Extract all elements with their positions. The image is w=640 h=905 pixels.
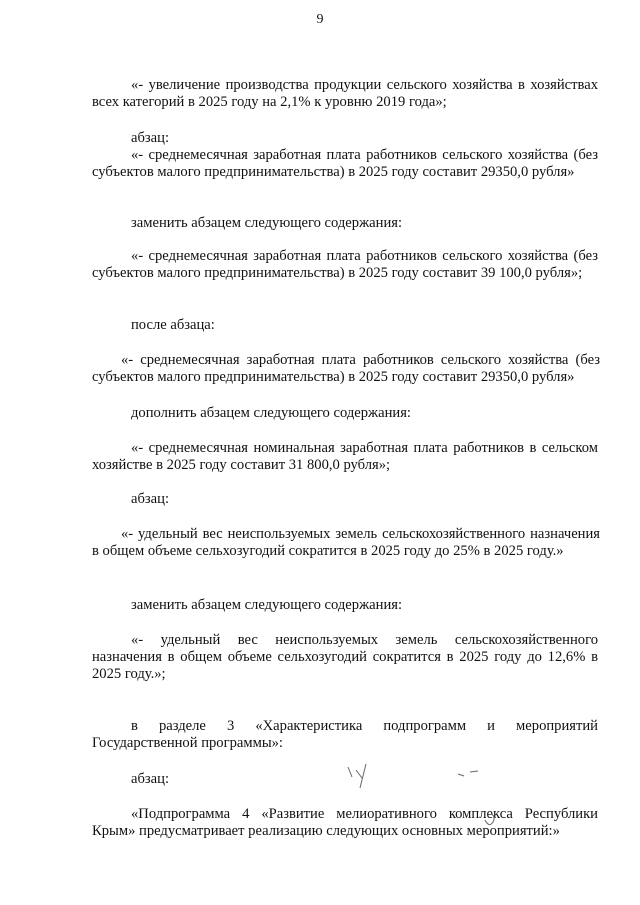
page-number: 9 xyxy=(316,12,324,27)
paragraph-section-3: в разделе 3 «Характеристика подпрограмм и мероприятий Государственной программы»: xyxy=(92,718,598,751)
paragraph-old-salary: «- среднемесячная заработная плата работников сельского хозяйства (без субъектов малого предпринимательства) в 2025 году составит 29350,0 рубля» xyxy=(92,147,598,180)
label-replace-2: заменить абзацем следующего содержания: xyxy=(131,597,403,613)
label-supplement: дополнить абзацем следующего содержания: xyxy=(131,405,411,421)
paragraph-production-growth: «- увеличение производства продукции сельского хозяйства в хозяйствах всех категорий в 2025 году на 2,1% к уровню 2019 года»; xyxy=(92,77,598,110)
paragraph-new-salary: «- среднемесячная заработная плата работников сельского хозяйства (без субъектов малого предпринимательства) в 2025 году составит 39 100,0 рубля»; xyxy=(92,248,598,281)
paragraph-salary-reference: «- среднемесячная заработная плата работников сельского хозяйства (без субъектов малого предпринимательства) в 2025 году составит 29350,0 рубля» xyxy=(92,352,600,385)
label-replace: заменить абзацем следующего содержания: xyxy=(131,215,403,231)
paragraph-old-unused-land: «- удельный вес неиспользуемых земель сельскохозяйственного назначения в общем объеме сельхозугодий сократится в 2025 году до 25% в 2025 году.» xyxy=(92,526,600,559)
label-after-paragraph: после абзаца: xyxy=(131,317,215,333)
label-paragraph-2: абзац: xyxy=(131,491,170,507)
paragraph-new-unused-land: «- удельный вес неиспользуемых земель сельскохозяйственного назначения в общем объеме сельхозугодий сократится в 2025 году до 12,6% в 2025 году.»; xyxy=(92,632,598,682)
paragraph-subprogram-4: «Подпрограмма 4 «Развитие мелиоративного комплекса Республики Крым» предусматривает реализацию следующих основных мероприятий:» xyxy=(92,806,598,839)
paragraph-nominal-salary: «- среднемесячная номинальная заработная плата работников в сельском хозяйстве в 2025 году составит 31 800,0 рубля»; xyxy=(92,440,598,473)
label-paragraph: абзац: xyxy=(131,130,170,146)
pen-marks xyxy=(330,752,550,852)
label-paragraph-3: абзац: xyxy=(131,771,170,787)
